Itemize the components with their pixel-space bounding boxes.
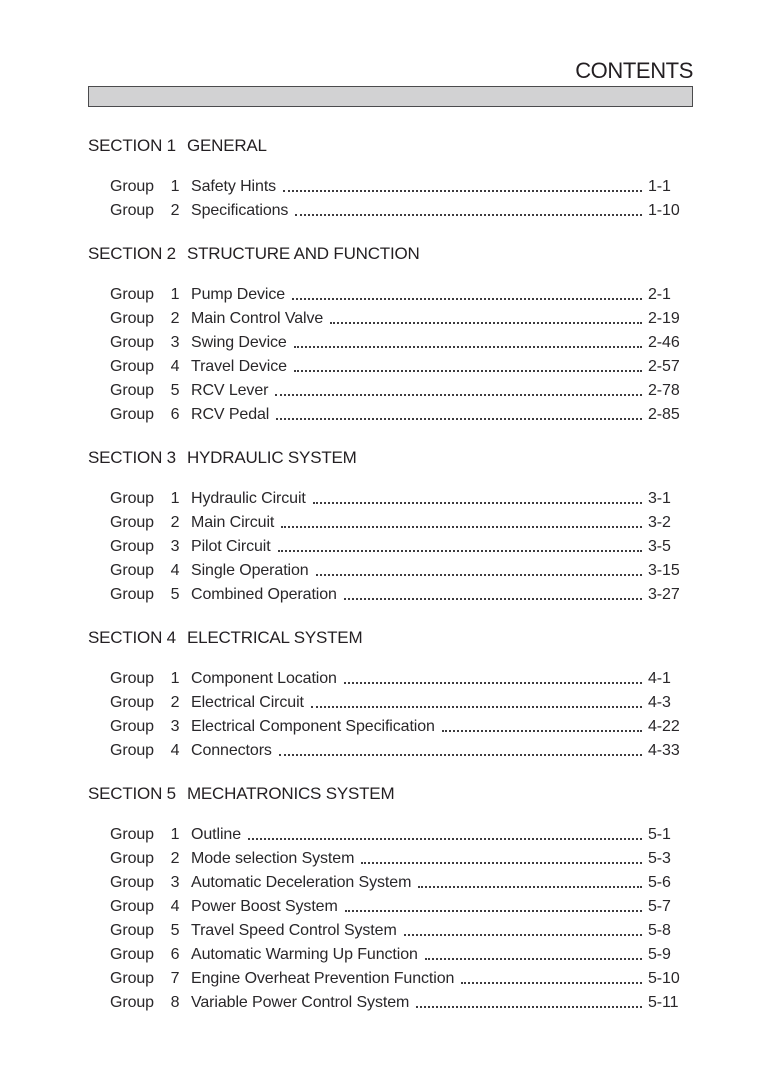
group-page-number: 5-9 bbox=[648, 946, 671, 963]
dotted-leader bbox=[344, 667, 642, 684]
group-word: Group bbox=[110, 874, 154, 891]
group-number: 1 bbox=[170, 286, 180, 303]
group-page-number: 4-3 bbox=[648, 694, 671, 711]
group-page-number: 3-1 bbox=[648, 490, 671, 507]
section-heading bbox=[88, 448, 693, 468]
section-heading bbox=[88, 628, 693, 648]
group-title: Outline bbox=[191, 826, 241, 843]
section-title: STRUCTURE AND FUNCTION bbox=[186, 244, 420, 263]
group-number: 1 bbox=[170, 490, 180, 507]
group-number: 2 bbox=[170, 694, 180, 711]
group-title: Pump Device bbox=[191, 286, 286, 303]
dotted-leader bbox=[416, 991, 642, 1008]
group-title: RCV Pedal bbox=[191, 406, 270, 423]
group-page-number: 3-2 bbox=[648, 514, 671, 531]
dotted-leader bbox=[248, 823, 642, 840]
group-page-number: 2-85 bbox=[648, 406, 680, 423]
group-word: Group bbox=[110, 538, 154, 555]
dotted-leader bbox=[281, 511, 642, 528]
group-word: Group bbox=[110, 358, 154, 375]
group-title: Travel Speed Control System bbox=[191, 922, 397, 939]
group-page-number: 5-11 bbox=[648, 994, 679, 1011]
group-title: Single Operation bbox=[191, 562, 309, 579]
group-number: 5 bbox=[170, 382, 180, 399]
group-word: Group bbox=[110, 310, 154, 327]
section-heading bbox=[88, 784, 693, 804]
group-number: 3 bbox=[170, 538, 180, 555]
group-title: Swing Device bbox=[191, 334, 287, 351]
section-label: SECTION 5 bbox=[88, 784, 176, 803]
group-word: Group bbox=[110, 922, 154, 939]
group-title: Power Boost System bbox=[191, 898, 338, 915]
toc-entry bbox=[88, 871, 693, 895]
group-title: RCV Lever bbox=[191, 382, 269, 399]
group-title: Combined Operation bbox=[191, 586, 337, 603]
group-page-number: 4-33 bbox=[648, 742, 680, 759]
group-title: Automatic Warming Up Function bbox=[191, 946, 418, 963]
dotted-leader bbox=[316, 559, 642, 576]
section-label: SECTION 1 bbox=[88, 136, 176, 155]
group-title: Electrical Component Specification bbox=[191, 718, 435, 735]
dotted-leader bbox=[461, 967, 642, 984]
group-word: Group bbox=[110, 670, 154, 687]
toc-entry bbox=[88, 739, 693, 763]
toc-entry bbox=[88, 331, 693, 355]
group-number: 5 bbox=[170, 586, 180, 603]
group-page-number: 5-3 bbox=[648, 850, 671, 867]
group-page-number: 2-1 bbox=[648, 286, 671, 303]
dotted-leader bbox=[279, 739, 642, 756]
dotted-leader bbox=[294, 331, 642, 348]
group-list bbox=[88, 823, 693, 1015]
toc-section bbox=[88, 244, 693, 427]
group-title: Hydraulic Circuit bbox=[191, 490, 306, 507]
group-number: 1 bbox=[170, 826, 180, 843]
toc-entry bbox=[88, 307, 693, 331]
section-heading bbox=[88, 244, 693, 264]
section-title: MECHATRONICS SYSTEM bbox=[186, 784, 395, 803]
dotted-leader bbox=[276, 403, 642, 420]
section-label: SECTION 4 bbox=[88, 628, 176, 647]
group-title: Pilot Circuit bbox=[191, 538, 271, 555]
group-page-number: 3-27 bbox=[648, 586, 680, 603]
group-list bbox=[88, 667, 693, 763]
section-heading bbox=[88, 136, 693, 156]
group-number: 7 bbox=[170, 970, 180, 987]
group-page-number: 5-7 bbox=[648, 898, 671, 915]
dotted-leader bbox=[313, 487, 642, 504]
group-title: Main Control Valve bbox=[191, 310, 324, 327]
group-word: Group bbox=[110, 490, 154, 507]
group-word: Group bbox=[110, 898, 154, 915]
group-word: Group bbox=[110, 334, 154, 351]
group-word: Group bbox=[110, 850, 154, 867]
toc-entry bbox=[88, 667, 693, 691]
toc-entry bbox=[88, 403, 693, 427]
group-number: 1 bbox=[170, 670, 180, 687]
group-page-number: 2-46 bbox=[648, 334, 680, 351]
toc-entry bbox=[88, 583, 693, 607]
dotted-leader bbox=[345, 895, 642, 912]
group-word: Group bbox=[110, 994, 154, 1011]
dotted-leader bbox=[292, 283, 642, 300]
group-page-number: 4-1 bbox=[648, 670, 671, 687]
dotted-leader bbox=[275, 379, 642, 396]
section-label: SECTION 3 bbox=[88, 448, 176, 467]
toc-entry bbox=[88, 535, 693, 559]
group-number: 6 bbox=[170, 406, 180, 423]
group-page-number: 5-1 bbox=[648, 826, 671, 843]
group-number: 6 bbox=[170, 946, 180, 963]
group-page-number: 2-78 bbox=[648, 382, 680, 399]
group-title: Safety Hints bbox=[191, 178, 277, 195]
toc-entry bbox=[88, 199, 693, 223]
group-number: 8 bbox=[170, 994, 180, 1011]
group-word: Group bbox=[110, 514, 154, 531]
group-number: 2 bbox=[170, 514, 180, 531]
group-number: 3 bbox=[170, 334, 180, 351]
toc-entry bbox=[88, 967, 693, 991]
dotted-leader bbox=[294, 355, 642, 372]
dotted-leader bbox=[425, 943, 642, 960]
dotted-leader bbox=[361, 847, 642, 864]
group-number: 4 bbox=[170, 358, 180, 375]
group-word: Group bbox=[110, 562, 154, 579]
group-title: Main Circuit bbox=[191, 514, 275, 531]
toc-sections bbox=[88, 136, 693, 1015]
dotted-leader bbox=[404, 919, 642, 936]
group-title: Mode selection System bbox=[191, 850, 355, 867]
dotted-leader bbox=[278, 535, 642, 552]
dotted-leader bbox=[283, 175, 642, 192]
section-title: ELECTRICAL SYSTEM bbox=[186, 628, 363, 647]
group-page-number: 3-5 bbox=[648, 538, 671, 555]
group-word: Group bbox=[110, 586, 154, 603]
toc-entry bbox=[88, 355, 693, 379]
toc-entry bbox=[88, 715, 693, 739]
group-title: Variable Power Control System bbox=[191, 994, 410, 1011]
group-page-number: 5-8 bbox=[648, 922, 671, 939]
toc-entry bbox=[88, 847, 693, 871]
group-number: 2 bbox=[170, 310, 180, 327]
toc-entry bbox=[88, 895, 693, 919]
toc-entry bbox=[88, 559, 693, 583]
group-page-number: 5-10 bbox=[648, 970, 680, 987]
group-number: 5 bbox=[170, 922, 180, 939]
group-number: 4 bbox=[170, 742, 180, 759]
section-title: GENERAL bbox=[186, 136, 267, 155]
group-word: Group bbox=[110, 970, 154, 987]
toc-section bbox=[88, 628, 693, 763]
group-word: Group bbox=[110, 286, 154, 303]
section-label: SECTION 2 bbox=[88, 244, 176, 263]
toc-entry bbox=[88, 487, 693, 511]
group-word: Group bbox=[110, 406, 154, 423]
group-page-number: 1-1 bbox=[648, 178, 671, 195]
group-word: Group bbox=[110, 382, 154, 399]
group-word: Group bbox=[110, 742, 154, 759]
group-word: Group bbox=[110, 178, 154, 195]
dotted-leader bbox=[295, 199, 642, 216]
toc-entry bbox=[88, 919, 693, 943]
group-list bbox=[88, 283, 693, 427]
group-title: Automatic Deceleration System bbox=[191, 874, 412, 891]
group-title: Component Location bbox=[191, 670, 337, 687]
dotted-leader bbox=[344, 583, 642, 600]
group-number: 2 bbox=[170, 850, 180, 867]
group-word: Group bbox=[110, 694, 154, 711]
group-page-number: 1-10 bbox=[648, 202, 680, 219]
group-title: Specifications bbox=[191, 202, 289, 219]
group-number: 4 bbox=[170, 562, 180, 579]
dotted-leader bbox=[311, 691, 642, 708]
toc-entry bbox=[88, 691, 693, 715]
toc-entry bbox=[88, 175, 693, 199]
group-page-number: 4-22 bbox=[648, 718, 680, 735]
toc-section bbox=[88, 784, 693, 1015]
group-word: Group bbox=[110, 202, 154, 219]
group-page-number: 2-57 bbox=[648, 358, 680, 375]
group-page-number: 5-6 bbox=[648, 874, 671, 891]
page-title: CONTENTS bbox=[575, 58, 693, 83]
toc-section bbox=[88, 448, 693, 607]
toc-entry bbox=[88, 991, 693, 1015]
group-word: Group bbox=[110, 826, 154, 843]
toc-entry bbox=[88, 943, 693, 967]
toc-section bbox=[88, 136, 693, 223]
toc-entry bbox=[88, 379, 693, 403]
section-title: HYDRAULIC SYSTEM bbox=[186, 448, 357, 467]
toc-entry bbox=[88, 823, 693, 847]
group-page-number: 3-15 bbox=[648, 562, 680, 579]
page-content bbox=[88, 0, 693, 1015]
group-title: Connectors bbox=[191, 742, 272, 759]
group-page-number: 2-19 bbox=[648, 310, 680, 327]
dotted-leader bbox=[330, 307, 642, 324]
dotted-leader bbox=[418, 871, 642, 888]
group-title: Electrical Circuit bbox=[191, 694, 304, 711]
group-list bbox=[88, 175, 693, 223]
group-title: Travel Device bbox=[191, 358, 287, 375]
toc-entry bbox=[88, 283, 693, 307]
title-underline-bar bbox=[88, 86, 693, 107]
group-word: Group bbox=[110, 718, 154, 735]
group-number: 1 bbox=[170, 178, 180, 195]
dotted-leader bbox=[442, 715, 642, 732]
group-number: 3 bbox=[170, 718, 180, 735]
group-word: Group bbox=[110, 946, 154, 963]
group-number: 2 bbox=[170, 202, 180, 219]
group-title: Engine Overheat Prevention Function bbox=[191, 970, 455, 987]
toc-entry bbox=[88, 511, 693, 535]
group-list bbox=[88, 487, 693, 607]
group-number: 4 bbox=[170, 898, 180, 915]
group-number: 3 bbox=[170, 874, 180, 891]
